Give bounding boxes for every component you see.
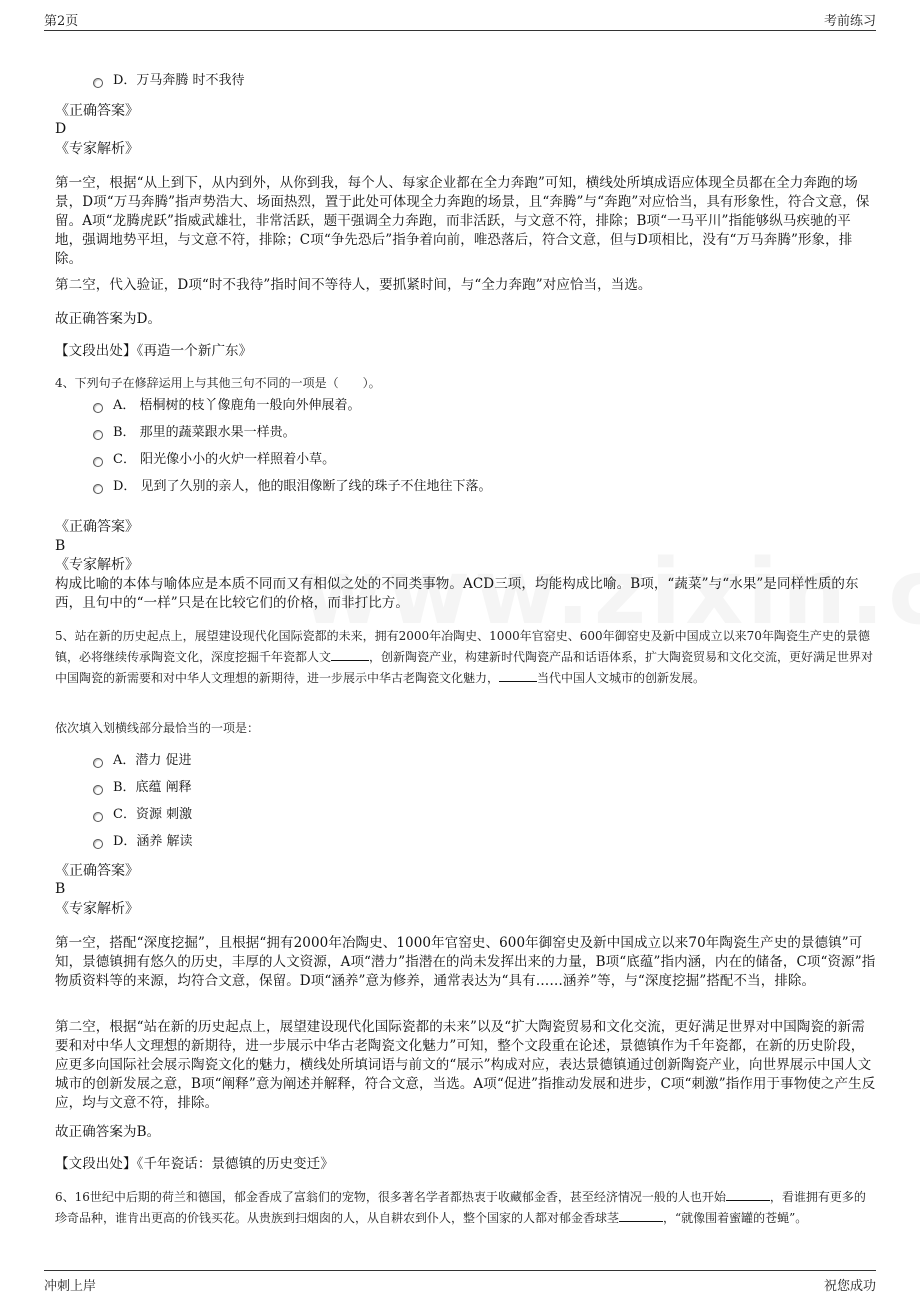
option-label: A．潜力 促进 — [113, 753, 192, 768]
option-label: B．底蕴 阐释 — [113, 780, 192, 795]
q4-option-a[interactable] — [93, 397, 361, 415]
analysis-paragraph: 第二空，代入验证，D项“时不我待”指时间不等待人，要抓紧时间，与“全力奔跑”对应恰当，当选。 — [55, 277, 652, 293]
source-citation: 【文段出处】《千年瓷话：景德镇的历史变迁》 — [55, 1156, 334, 1172]
page-number: 第2页 — [44, 13, 79, 29]
question-prompt: 依次填入划横线部分最恰当的一项是： — [55, 721, 260, 735]
blank-line — [499, 669, 537, 682]
radio-icon[interactable] — [93, 785, 103, 795]
option-label: A． 梧桐树的枝丫像鹿角一般向外伸展着。 — [113, 398, 361, 413]
analysis-paragraph: 第二空，根据“站在新的历史起点上，展望建设现代化国际瓷都的未来”以及“扩大陶瓷贸易和文化交流，更好满足世界对中国陶瓷的新需要和对中华人文理想的新期待，进一步展示中华古老陶瓷文化魅力”可知，整个文段重在论述，景德镇作为千年瓷都，在新的历史阶段，应更多向国际社会展示陶瓷文化的魅力，横线处所填词语与前文的“展示”构成对应，表达景德镇通过创新陶瓷产业，向世界展示中国人文城市的创新发展之意，B项“阐释”意为阐述并解释，符合文意，当选。A项“促进”指推动发展和进步，C项“刺激”指作用于事物使之产生反应，均与文意不符，排除。 — [55, 1019, 876, 1111]
q5-option-c[interactable] — [93, 806, 192, 824]
stem-text: ，创新陶瓷产业，构建新时代陶瓷产品和话语体系，扩大陶瓷贸易和文化交流，更好满足世界对中国陶瓷的新需要和对中华人文理想的新期待，进一步展示中华古老陶瓷文化魅力， — [55, 650, 874, 685]
question-stem — [55, 1187, 876, 1229]
q5-option-a[interactable] — [93, 752, 192, 770]
analysis-label: 《专家解析》 — [55, 557, 139, 573]
radio-icon[interactable] — [93, 403, 103, 413]
option-label: C． 阳光像小小的火炉一样照着小草。 — [113, 452, 336, 467]
stem-text: 5、站在新的历史起点上，展望建设现代化国际瓷都的未来，拥有2000年冶陶史、1000年官窑史、600年御窑史及新中国成立以来70年陶瓷生产史的景德镇，必将继续传承陶瓷文化，深度挖掘千年瓷都人文 — [55, 629, 870, 664]
answer-value: D — [55, 121, 67, 137]
option-label: C．资源 刺激 — [113, 807, 193, 822]
analysis-paragraph: 构成比喻的本体与喻体应是本质不同而又有相似之处的不同类事物。ACD三项，均能构成比喻。B项，“蔬菜”与“水果”是同样性质的东西，且句中的“一样”只是在比较它们的价格，而非打比方。 — [55, 576, 859, 611]
analysis-paragraph: 第一空，根据“从上到下，从内到外，从你到我，每个人、每家企业都在全力奔跑”可知，横线处所填成语应体现全员都在全力奔跑的场景，D项“万马奔腾”指声势浩大、场面热烈，置于此处可体现全力奔跑的场景，且“奔腾”与“奔跑”对应恰当，具有形象性，符合文意，保留。A项“龙腾虎跃”指威武雄壮，非常活跃，题干强调全力奔跑，而非活跃，与文意不符，排除；B项“一马平川”指能够纵马疾驰的平地，强调地势平坦，与文意不符，排除；C项“争先恐后”指争着向前，唯恐落后，符合文意，但与D项相比，没有“万马奔腾”形象，排除。 — [55, 175, 870, 267]
q4-option-d[interactable] — [93, 478, 492, 496]
page-header — [44, 8, 876, 31]
question-stem: 4、下列句子在修辞运用上与其他三句不同的一项是（ ）。 — [55, 376, 381, 390]
radio-icon[interactable] — [93, 457, 103, 467]
option-label: D．万马奔腾 时不我待 — [113, 73, 245, 88]
q3-option-d[interactable] — [93, 72, 245, 90]
radio-icon[interactable] — [93, 78, 103, 88]
stem-text: ，看谁拥有更多的珍奇品种，谁肯出更高的价钱买花。从贵族到扫烟囱的人，从自耕农到仆人，整个国家的人都对郁金香球茎 — [55, 1190, 866, 1225]
blank-line — [726, 1188, 770, 1201]
analysis-label: 《专家解析》 — [55, 901, 139, 917]
header-title: 考前练习 — [823, 13, 876, 29]
radio-icon[interactable] — [93, 430, 103, 440]
answer-label: 《正确答案》 — [55, 863, 139, 879]
radio-icon[interactable] — [93, 758, 103, 768]
radio-icon[interactable] — [93, 839, 103, 849]
analysis-label: 《专家解析》 — [55, 141, 139, 157]
stem-text: ，“就像围着蜜罐的苍蝇”。 — [663, 1211, 808, 1225]
q4-option-c[interactable] — [93, 451, 335, 469]
answer-value: B — [55, 538, 66, 554]
answer-value: B — [55, 881, 66, 897]
answer-conclusion: 故正确答案为B。 — [55, 1124, 161, 1140]
footer-right: 祝您成功 — [823, 1278, 876, 1294]
analysis-paragraph: 第一空，搭配“深度挖掘”，且根据“拥有2000年冶陶史、1000年官窑史、600年御窑史及新中国成立以来70年陶瓷生产史的景德镇”可知，景德镇拥有悠久的历史，丰厚的人文资源，A项“潜力”指潜在的尚未发挥出来的力量，B项“底蕴”指内涵，内在的储备，C项“资源”指物质资料等的来源，均符合文意，保留。D项“涵养”意为修养，通常表达为“具有……涵养”等，与“深度挖掘”搭配不当，排除。 — [55, 935, 876, 989]
source-citation: 【文段出处】《再造一个新广东》 — [55, 343, 253, 359]
option-label: D． 见到了久别的亲人，他的眼泪像断了线的珠子不住地往下落。 — [113, 479, 492, 494]
radio-icon[interactable] — [93, 812, 103, 822]
answer-label: 《正确答案》 — [55, 519, 139, 535]
stem-text: 6、16世纪中后期的荷兰和德国，郁金香成了富翁们的宠物，很多著名学者都热衷于收藏郁金香，甚至经济情况一般的人也开始 — [55, 1190, 726, 1204]
q5-option-d[interactable] — [93, 833, 193, 851]
blank-line — [619, 1209, 663, 1222]
blank-line — [331, 648, 369, 661]
q4-option-b[interactable] — [93, 424, 296, 442]
question-stem — [55, 626, 876, 689]
option-label: D．涵养 解读 — [113, 834, 193, 849]
option-label: B． 那里的蔬菜跟水果一样贵。 — [113, 425, 296, 440]
radio-icon[interactable] — [93, 484, 103, 494]
page-footer — [44, 1270, 876, 1295]
stem-text: 当代中国人文城市的创新发展。 — [537, 671, 706, 685]
footer-left: 冲刺上岸 — [44, 1278, 97, 1294]
answer-label: 《正确答案》 — [55, 103, 139, 119]
q5-option-b[interactable] — [93, 779, 192, 797]
answer-conclusion: 故正确答案为D。 — [55, 311, 162, 327]
